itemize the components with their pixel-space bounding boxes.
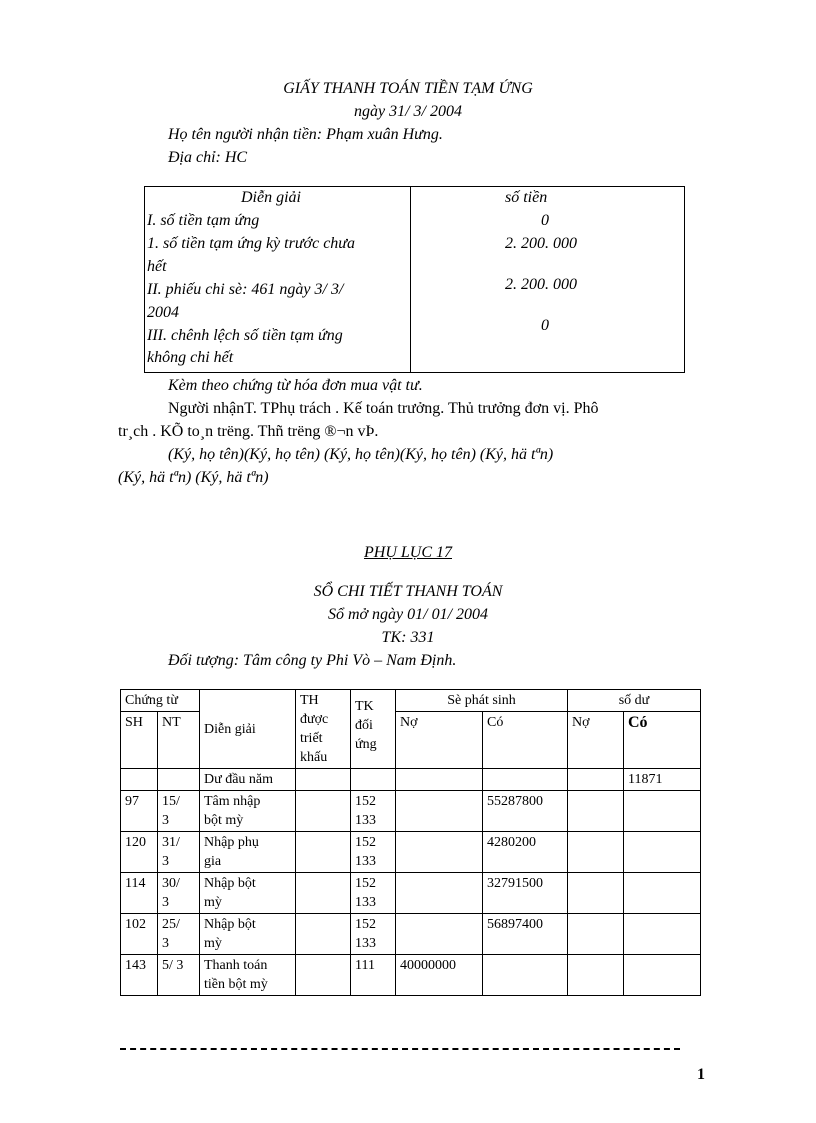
table-row xyxy=(121,791,701,832)
ledger-account: TK: 331 xyxy=(381,629,435,646)
cell-desc: Nhập bột mỳ xyxy=(200,873,296,914)
header-tk-line: đối xyxy=(355,718,373,733)
ledger-opened-date: Sổ mở ngày 01/ 01/ 2004 xyxy=(327,606,489,623)
cell-th xyxy=(296,873,351,914)
table-row xyxy=(121,955,701,996)
voucher-title: GIẤY THANH TOÁN TIỀN TẠM ỨNG xyxy=(283,80,533,97)
signature-note-cont: (Ký, hä tªn) (Ký, hä tªn) xyxy=(118,469,269,486)
cell-nt: 5/ 3 xyxy=(158,955,200,996)
table-row xyxy=(121,914,701,955)
voucher-header-desc: Diễn giải xyxy=(241,189,301,206)
voucher-row-desc-cont: không chi hết xyxy=(147,349,234,366)
voucher-row-desc: 1. số tiền tạm ứng kỳ trước chưa xyxy=(147,235,356,252)
cell-debit xyxy=(396,832,483,873)
header-th-line: khấu xyxy=(300,750,328,765)
voucher-row-amount: 0 xyxy=(541,317,549,334)
signers-line-garbled: tr¸ch . KÕ to¸n trëng. Thñ trëng ®¬n vÞ. xyxy=(118,423,379,440)
cell-sh: 120 xyxy=(121,832,158,873)
cell-desc: Thanh toán tiền bột mỳ xyxy=(200,955,296,996)
cell-debit xyxy=(396,914,483,955)
header-debit: Nợ xyxy=(396,712,483,769)
table-row xyxy=(121,832,701,873)
cell-tk: 152 133 xyxy=(351,914,396,955)
cell-nt: 31/ 3 xyxy=(158,832,200,873)
cell-desc: Nhập bột mỳ xyxy=(200,914,296,955)
header-tk xyxy=(351,690,396,769)
header-balance: số dư xyxy=(568,690,701,712)
appendix-title: PHỤ LỤC 17 xyxy=(363,544,452,561)
cell-tk: 152 133 xyxy=(351,832,396,873)
voucher-row-desc-cont: hết xyxy=(147,258,167,275)
signers-line: Người nhậnT. TPhụ trách . Kế toán trưởng. Thủ trưởng đơn vị. Phô xyxy=(168,400,599,417)
voucher-row-amount: 2. 200. 000 xyxy=(505,235,577,252)
attachment-note: Kèm theo chứng từ hóa đơn mua vật tư. xyxy=(168,377,423,394)
opening-desc: Dư đầu năm xyxy=(200,769,296,791)
cell-tk: 111 xyxy=(351,955,396,996)
cell-desc: Tâm nhập bột mỳ xyxy=(200,791,296,832)
ledger-opening-row xyxy=(121,769,701,791)
cell-debit xyxy=(396,873,483,914)
cell-sh: 97 xyxy=(121,791,158,832)
header-th xyxy=(296,690,351,769)
voucher-row-desc: III. chênh lệch số tiền tạm ứng xyxy=(147,327,343,344)
cell-credit: 4280200 xyxy=(483,832,568,873)
cell-debit xyxy=(396,791,483,832)
cell-nt: 30/ 3 xyxy=(158,873,200,914)
header-th-line: TH xyxy=(300,693,319,708)
voucher-date: ngày 31/ 3/ 2004 xyxy=(354,103,462,120)
cell-credit xyxy=(483,955,568,996)
signature-note: (Ký, họ tên)(Ký, họ tên) (Ký, họ tên)(Ký, họ tên) (Ký, hä tªn) xyxy=(168,446,554,463)
cell-th xyxy=(296,791,351,832)
cell-tk: 152 133 xyxy=(351,873,396,914)
cell-th xyxy=(296,914,351,955)
cell-th xyxy=(296,832,351,873)
opening-balance: 11871 xyxy=(624,769,701,791)
cell-credit: 32791500 xyxy=(483,873,568,914)
page-number: 1 xyxy=(697,1066,705,1083)
header-desc: Diễn giải xyxy=(200,690,296,769)
voucher-row-amount: 2. 200. 000 xyxy=(505,276,577,293)
header-voucher: Chứng từ xyxy=(121,690,200,712)
cell-nt: 25/ 3 xyxy=(158,914,200,955)
cell-sh: 102 xyxy=(121,914,158,955)
footer-divider xyxy=(120,1048,680,1050)
table-row xyxy=(121,873,701,914)
voucher-row-desc: II. phiếu chi sè: 461 ngày 3/ 3/ xyxy=(147,281,344,298)
ledger-header-row xyxy=(121,690,701,712)
header-tk-line: ứng xyxy=(355,737,377,752)
cell-th xyxy=(296,955,351,996)
cell-sh: 143 xyxy=(121,955,158,996)
voucher-table xyxy=(144,186,685,373)
voucher-table-divider xyxy=(410,187,411,372)
header-th-line: triết xyxy=(300,731,323,746)
header-nt: NT xyxy=(158,712,200,769)
header-th-line: được xyxy=(300,712,329,727)
voucher-header-amount: số tiền xyxy=(505,189,548,206)
header-balance-debit: Nợ xyxy=(568,712,624,769)
voucher-row-amount: 0 xyxy=(541,212,549,229)
header-balance-credit: Có xyxy=(624,712,701,769)
cell-credit: 55287800 xyxy=(483,791,568,832)
cell-debit: 40000000 xyxy=(396,955,483,996)
cell-sh: 114 xyxy=(121,873,158,914)
cell-credit: 56897400 xyxy=(483,914,568,955)
header-arising: Sè phát sinh xyxy=(396,690,568,712)
header-sh: SH xyxy=(121,712,158,769)
address-line: Địa chỉ: HC xyxy=(168,149,248,166)
cell-nt: 15/ 3 xyxy=(158,791,200,832)
voucher-row-desc-cont: 2004 xyxy=(147,304,179,321)
voucher-row-desc: I. số tiền tạm ứng xyxy=(147,212,260,229)
recipient-line: Họ tên người nhận tiền: Phạm xuân Hưng. xyxy=(168,126,443,143)
cell-desc: Nhập phụ gia xyxy=(200,832,296,873)
cell-tk: 152 133 xyxy=(351,791,396,832)
header-tk-line: TK xyxy=(355,699,374,714)
ledger-table xyxy=(120,689,701,996)
ledger-subject: Đối tượng: Tâm công ty Phi Vò – Nam Định. xyxy=(168,652,457,669)
ledger-title: SỔ CHI TIẾT THANH TOÁN xyxy=(313,583,503,600)
header-credit: Có xyxy=(483,712,568,769)
